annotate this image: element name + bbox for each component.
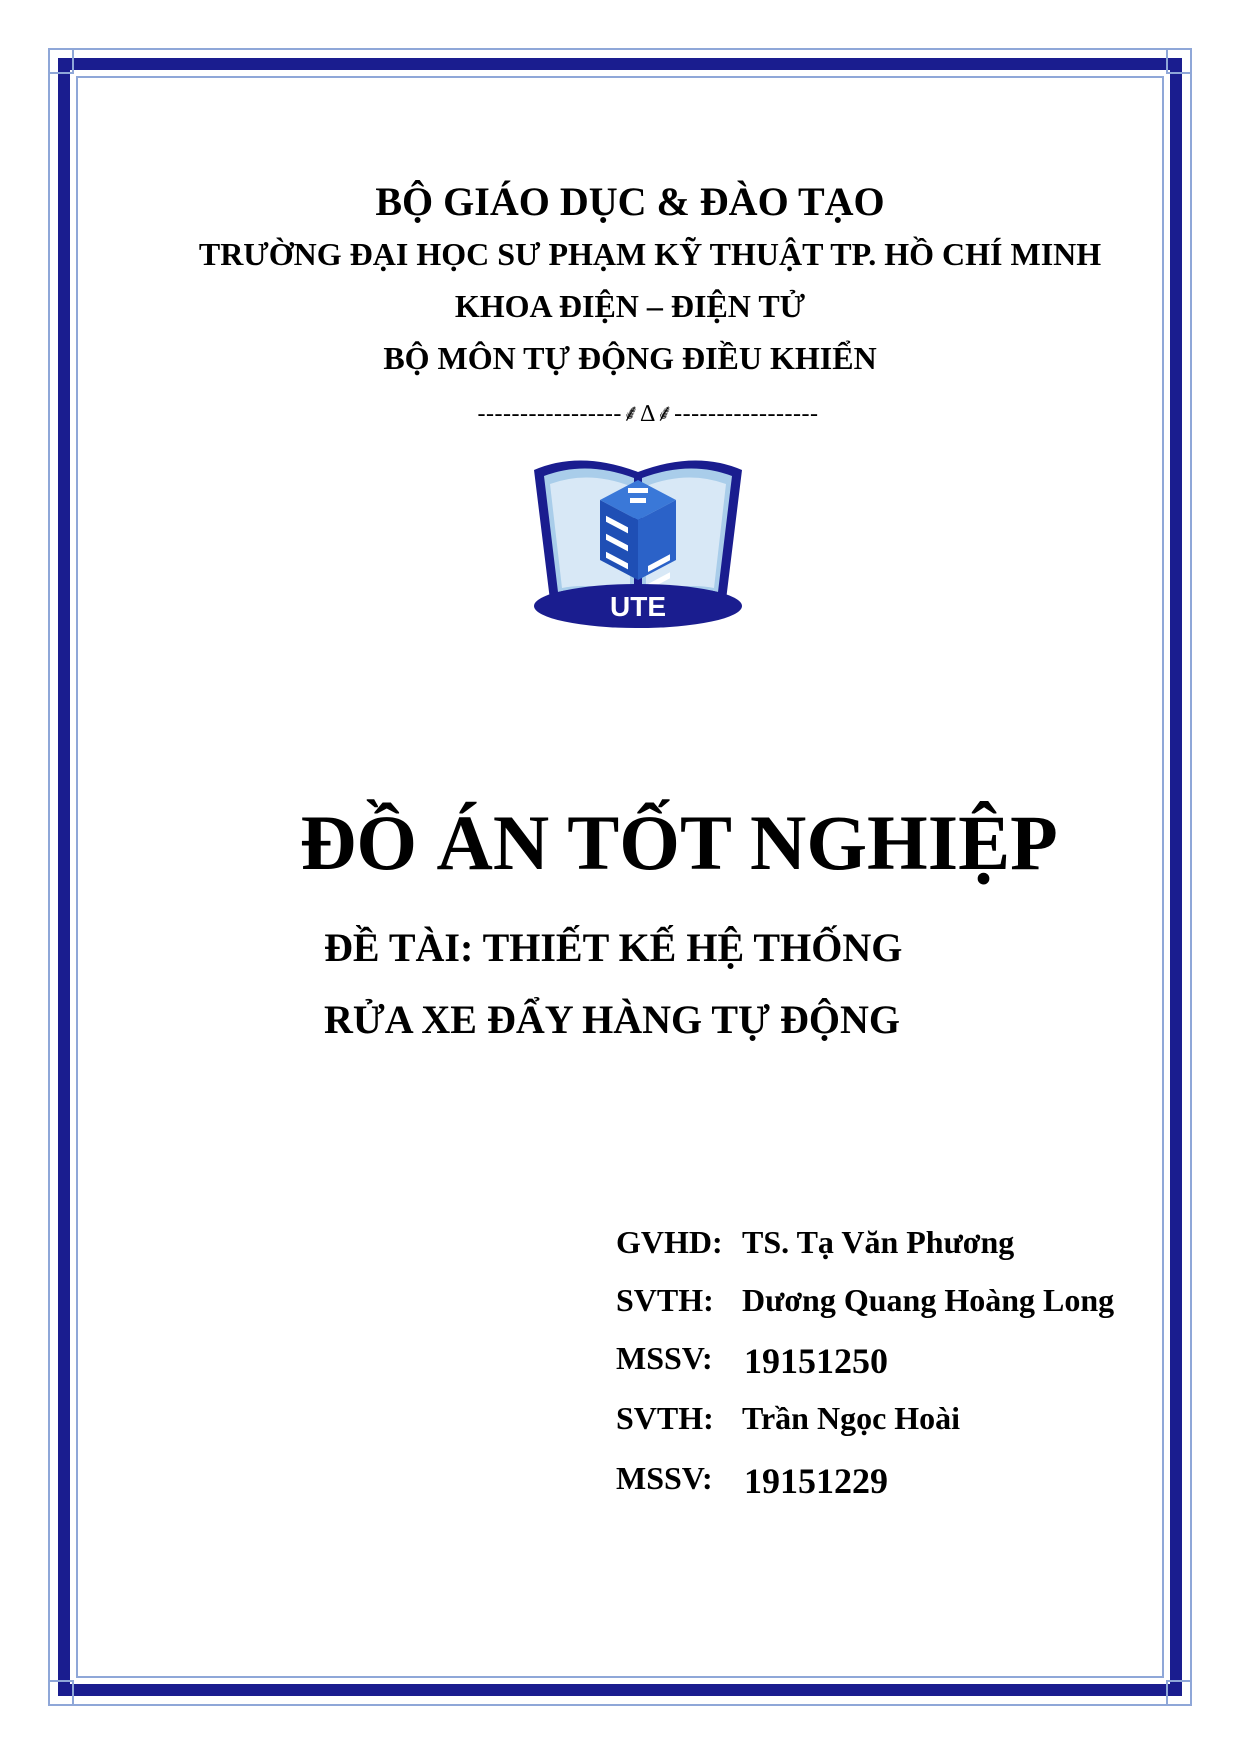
info-label: SVTH:	[616, 1282, 714, 1318]
info-label: MSSV:	[616, 1340, 713, 1376]
info-value: 19151229	[744, 1461, 888, 1501]
ute-logo	[520, 448, 756, 632]
faculty-heading: KHOA ĐIỆN – ĐIỆN TỬ	[454, 288, 806, 324]
info-label: SVTH:	[616, 1400, 714, 1436]
info-label: MSSV:	[616, 1460, 713, 1496]
info-value: Dương Quang Hoàng Long	[742, 1282, 1115, 1318]
logo-text: UTE	[610, 591, 666, 622]
thesis-title: ĐỒ ÁN TỐT NGHIỆP	[300, 799, 1058, 886]
border-corner-bottom-left	[48, 1680, 74, 1706]
info-value: TS. Tạ Văn Phương	[742, 1224, 1015, 1260]
info-value: Trần Ngọc Hoài	[742, 1400, 961, 1436]
ornamental-separator: -----------------⸙∆⸙-----------------	[477, 401, 819, 427]
border-corner-top-left	[48, 48, 74, 74]
department-heading: BỘ MÔN TỰ ĐỘNG ĐIỀU KHIỂN	[383, 340, 877, 376]
border-corner-top-right	[1166, 48, 1192, 74]
topic-line-2: RỬA XE ĐẨY HÀNG TỰ ĐỘNG	[324, 997, 900, 1042]
border-corner-bottom-right	[1166, 1680, 1192, 1706]
info-value: 19151250	[744, 1341, 888, 1381]
info-label: GVHD:	[616, 1224, 723, 1260]
ministry-heading: BỘ GIÁO DỤC & ĐÀO TẠO	[375, 179, 885, 224]
topic-line-1: ĐỀ TÀI: THIẾT KẾ HỆ THỐNG	[324, 925, 903, 970]
university-heading: TRƯỜNG ĐẠI HỌC SƯ PHẠM KỸ THUẬT TP. HỒ CHÍ MINH	[198, 236, 1102, 272]
